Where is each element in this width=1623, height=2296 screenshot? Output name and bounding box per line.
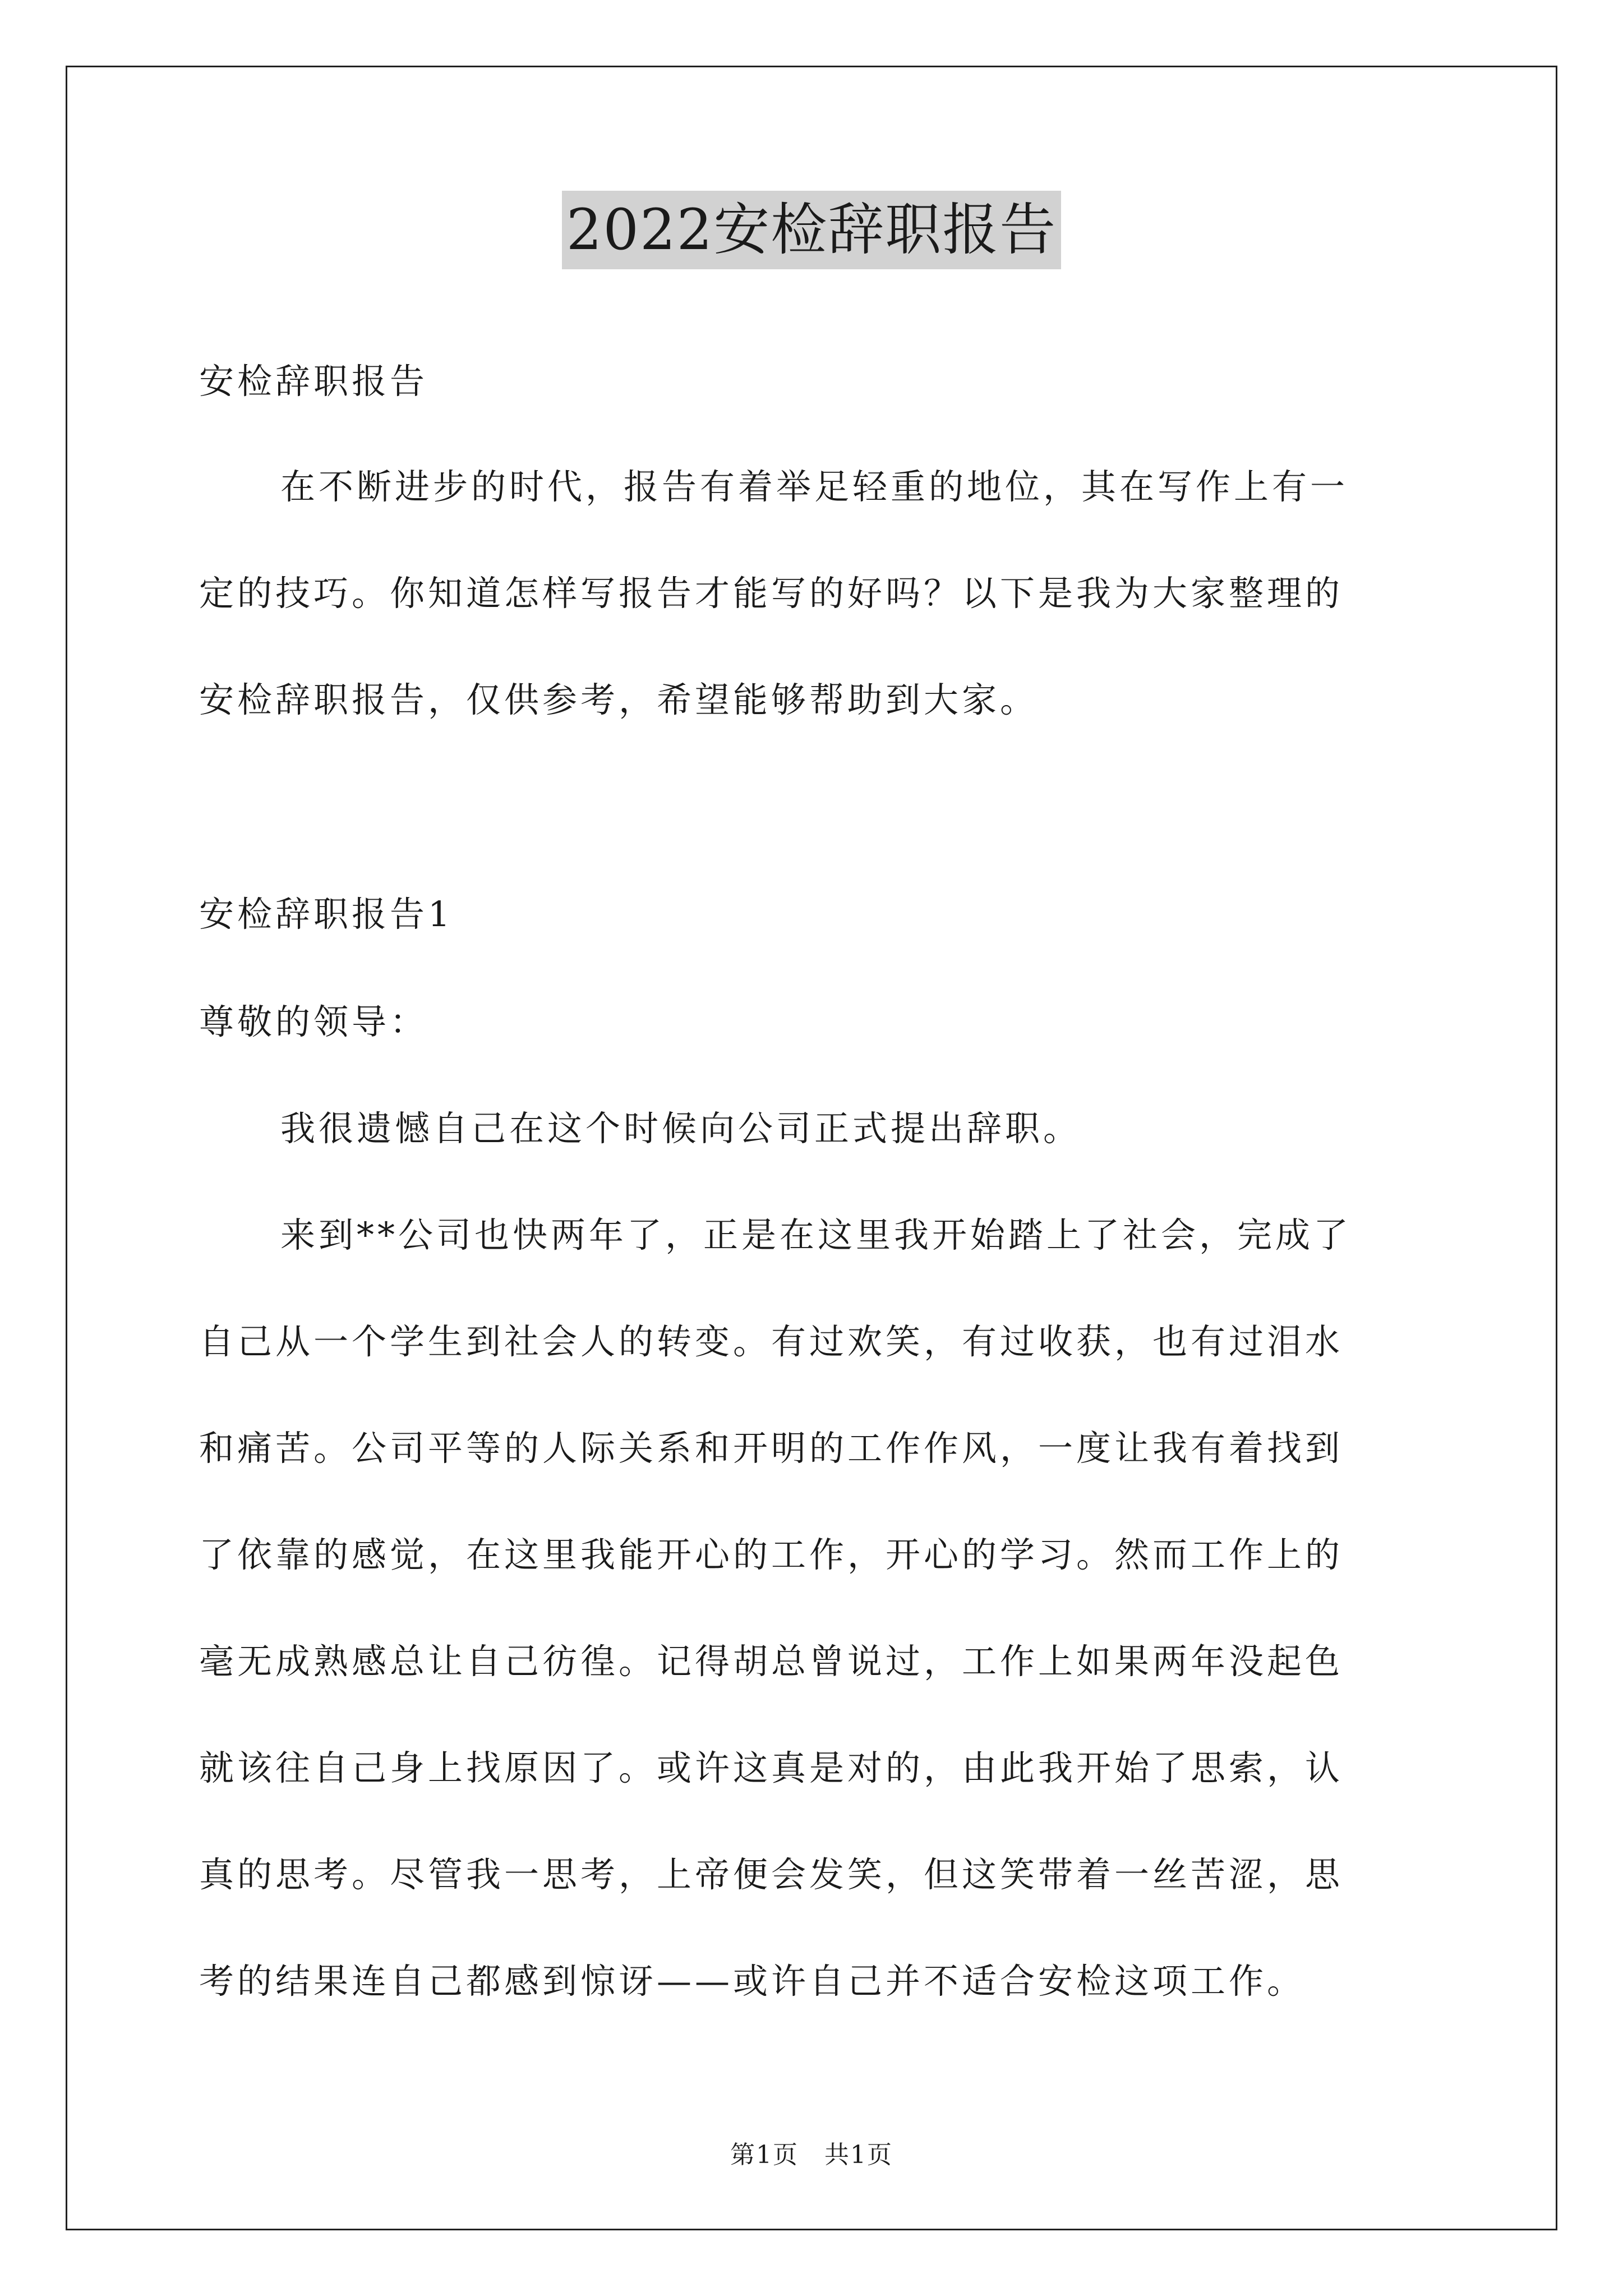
intro-line-1: 在不断进步的时代，报告有着举足轻重的地位，其在写作上有一 — [280, 466, 1349, 507]
intro-line-2: 定的技巧。你知道怎样写报告才能写的好吗？以下是我为大家整理的 — [199, 573, 1344, 614]
title-container — [0, 191, 1623, 269]
paragraph-2-line-1: 来到**公司也快两年了，正是在这里我开始踏上了社会，完成了 — [280, 1214, 1352, 1255]
paragraph-2-line-5: 毫无成熟感总让自己彷徨。记得胡总曾说过，工作上如果两年没起色 — [199, 1641, 1344, 1682]
paragraph-2-line-4: 了依靠的感觉，在这里我能开心的工作，开心的学习。然而工作上的 — [199, 1534, 1344, 1575]
paragraph-2-line-7: 真的思考。尽管我一思考，上帝便会发笑，但这笑带着一丝苦涩，思 — [199, 1854, 1344, 1895]
paragraph-2-line-2: 自己从一个学生到社会人的转变。有过欢笑，有过收获，也有过泪水 — [199, 1321, 1344, 1362]
section-title: 安检辞职报告1 — [199, 894, 454, 935]
paragraph-2-line-6: 就该往自己身上找原因了。或许这真是对的，由此我开始了思索，认 — [199, 1747, 1344, 1788]
page-footer: 第1页 共1页 — [730, 2141, 893, 2169]
intro-line-3: 安检辞职报告，仅供参考，希望能够帮助到大家。 — [199, 679, 1039, 720]
paragraph-2-line-3: 和痛苦。公司平等的人际关系和开明的工作作风，一度让我有着找到 — [199, 1428, 1344, 1469]
document-heading: 安检辞职报告 — [199, 361, 428, 402]
salutation: 尊敬的领导： — [199, 1001, 428, 1042]
paragraph-2-line-8: 考的结果连自己都感到惊讶——或许自己并不适合安检这项工作。 — [199, 1961, 1306, 2001]
paragraph-1: 我很遗憾自己在这个时候向公司正式提出辞职。 — [280, 1108, 1082, 1149]
document-title: 2022安检辞职报告 — [562, 191, 1062, 269]
